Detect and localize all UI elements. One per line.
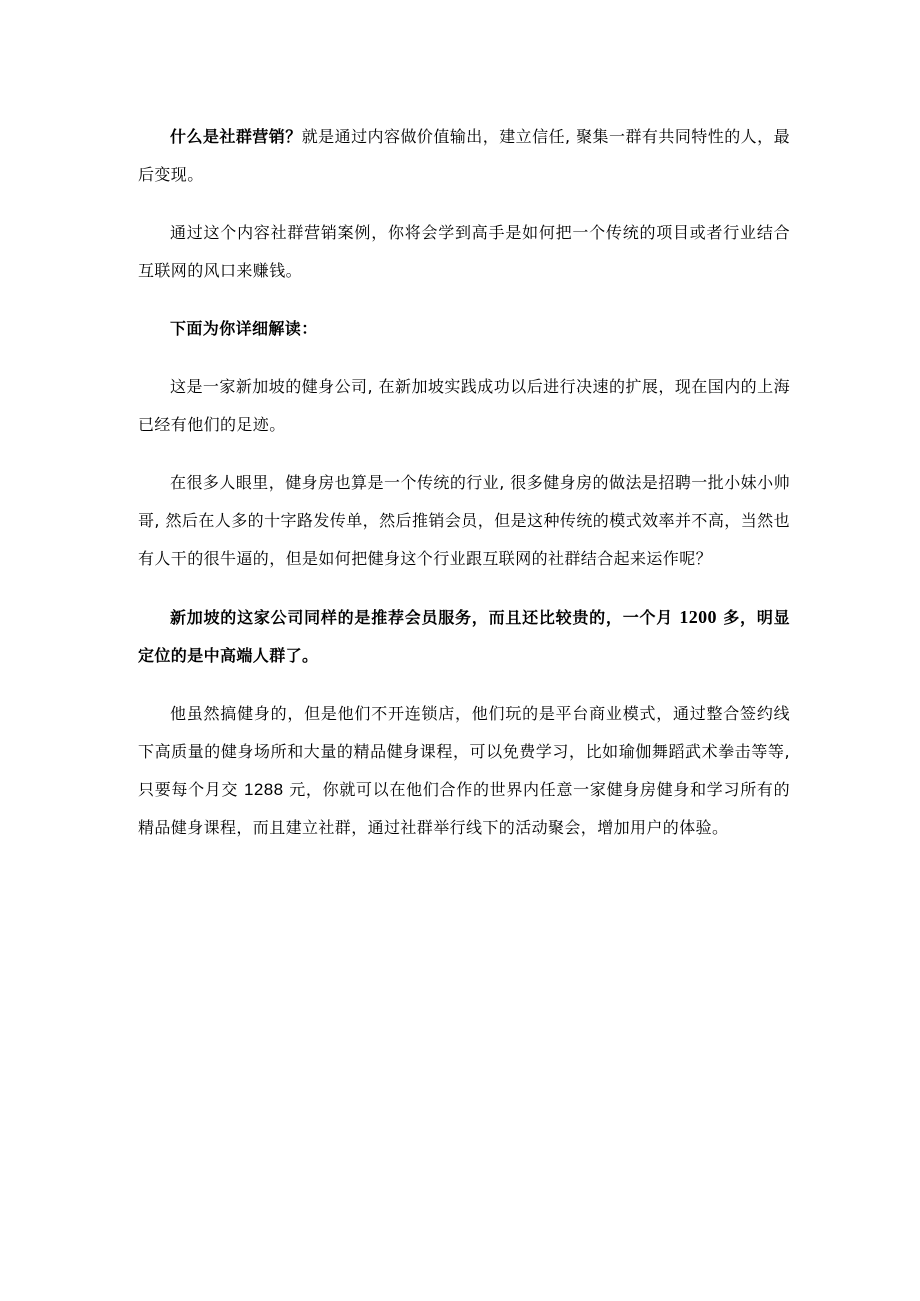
price-number: 1288	[244, 780, 284, 799]
paragraph-detail-heading: 下面为你详细解读：	[170, 319, 318, 338]
paragraph-intro: 通过这个内容社群营销案例，你将会学到高手是如何把一个传统的项目或者行业结合互联网的风口来赚钱。	[138, 223, 790, 280]
paragraph-traditional-gym: 在很多人眼里，健身房也算是一个传统的行业, 很多健身房的做法是招聘一批小妹小帅哥, 然后在人多的十字路发传单，然后推销会员，但是这种传统的模式效率并不高，当然也有人干的很牛逼的，但是如何把健身这个行业跟互联网的社群结合起来运作呢？	[138, 473, 790, 568]
paragraph-text: 他虽然搞健身的，但是他们不开连锁店，他们玩的是平台商业模式，通过整合签约线下高质量的健身场所和大量的精品健身课程，可以免费学习，比如瑜伽舞蹈武术拳击等等, 只要每个月交	[138, 704, 790, 799]
paragraph-text: 元，你就可以在他们合作的世界内任意一家健身房健身和学习所有的精品健身课程，而且建立社群，通过社群举行线下的活动聚会，增加用户的体验。	[138, 780, 790, 837]
paragraph-platform-model	[138, 695, 790, 847]
price-number: 1200	[679, 607, 717, 627]
paragraph-lead-question: 什么是社群营销？	[170, 127, 302, 146]
paragraph-text: 新加坡的这家公司同样的是推荐会员服务，而且还比较贵的，一个月	[170, 608, 680, 627]
paragraph-what-is-community-marketing	[138, 118, 790, 194]
document-body	[138, 118, 790, 867]
paragraph-text: 多，明显定位的是中高端人群了。	[138, 608, 790, 665]
paragraph-text: 就是通过内容做价值输出，建立信任, 聚集一群有共同特性的人，最后变现。	[138, 127, 790, 184]
paragraph-membership-price	[138, 598, 790, 675]
paragraph-company-intro: 这是一家新加坡的健身公司, 在新加坡实践成功以后进行决速的扩展，现在国内的上海已经有他们的足迹。	[138, 377, 790, 434]
